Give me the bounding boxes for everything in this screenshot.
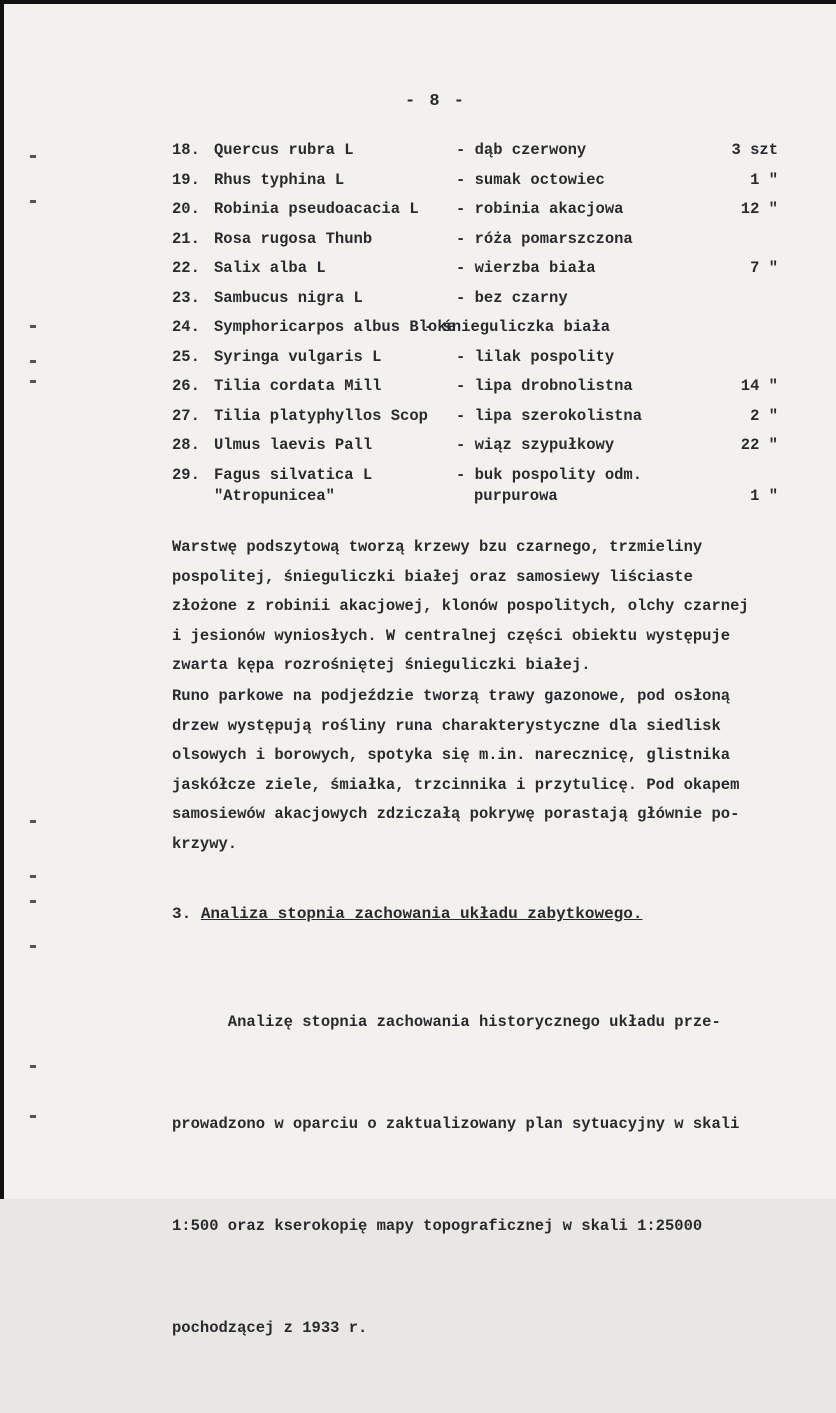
count: 14 " (740, 377, 778, 395)
margin-mark (30, 875, 36, 878)
item-number: 23. (172, 288, 200, 307)
latin-name: Symphoricarpos albus Bloke (214, 318, 456, 336)
item-number: 20. (172, 200, 200, 218)
text-line: 1:500 oraz kserokopię mapy topograficznej w skali 1:25000 (172, 1217, 703, 1235)
list-item (172, 406, 792, 436)
margin-mark (30, 1115, 36, 1118)
count: 3 szt (731, 141, 778, 159)
polish-name: - buk pospolity odm. (456, 465, 643, 484)
latin-name: Quercus rubra L (214, 141, 354, 159)
count: 7 " (750, 259, 778, 277)
margin-mark (30, 945, 36, 948)
item-number: 24. (172, 318, 200, 336)
text-line: samosiewów akacjowych zdziczałą pokrywę porastają głównie po- (172, 805, 740, 824)
text-line: pochodzącej z 1933 r. (172, 1319, 368, 1337)
polish-name: - róża pomarszczona (456, 229, 633, 248)
list-item (172, 465, 792, 513)
count: 22 " (740, 436, 778, 454)
polish-name: - sumak octowiec (456, 170, 605, 189)
item-number: 25. (172, 347, 200, 366)
text-line: krzywy. (172, 834, 238, 853)
scan-border-left (0, 0, 4, 1199)
count: 2 " (750, 406, 778, 425)
latin-name: Syringa vulgaris L (214, 347, 382, 366)
text-line: Analizę stopnia zachowania historycznego układu prze- (172, 1013, 721, 1031)
latin-name-cultivar: "Atropunicea" (214, 486, 335, 505)
polish-name: - robinia akacjowa (456, 200, 624, 218)
item-number: 28. (172, 436, 200, 454)
list-item (172, 347, 792, 377)
margin-mark (30, 325, 36, 328)
latin-name: Sambucus nigra L (214, 288, 363, 307)
list-item (172, 376, 792, 406)
margin-mark (30, 820, 36, 823)
text-line: i jesionów wyniosłych. W centralnej części obiektu występuje (172, 626, 731, 645)
margin-mark (30, 1065, 36, 1068)
item-number: 21. (172, 229, 200, 248)
paragraph-section-3 (172, 937, 812, 1413)
margin-mark (30, 200, 36, 203)
section-heading (172, 905, 642, 923)
polish-name: - śnieguliczka biała (424, 318, 611, 336)
count: 1 " (750, 170, 778, 189)
polish-name: - lilak pospolity (456, 347, 615, 366)
count: 12 " (740, 200, 778, 218)
item-number: 18. (172, 141, 200, 159)
item-number: 29. (172, 465, 200, 484)
text-line: drzew występują rośliny runa charakterystyczne dla siedlisk (172, 716, 721, 735)
paragraph-understory (172, 533, 812, 681)
item-number: 22. (172, 259, 200, 277)
polish-name: - dąb czerwony (456, 141, 587, 159)
text-line: zwarta kępa rozrośniętej śnieguliczki białej. (172, 656, 591, 675)
latin-name: Salix alba L (214, 259, 326, 277)
polish-name-continued: purpurowa (474, 486, 558, 505)
margin-mark (30, 900, 36, 903)
list-item (172, 229, 792, 259)
latin-name: Fagus silvatica L (214, 465, 373, 484)
list-item (172, 170, 792, 200)
list-item (172, 199, 792, 229)
latin-name: Rosa rugosa Thunb (214, 229, 373, 248)
species-list (172, 140, 792, 513)
latin-name: Robinia pseudoacacia L (214, 200, 419, 218)
list-item (172, 288, 792, 318)
margin-mark (30, 155, 36, 158)
text-line: jaskółcze ziele, śmiałka, trzcinnika i przytulicę. Pod okapem (172, 775, 740, 794)
item-number: 26. (172, 377, 200, 395)
text-line: pospolitej, śnieguliczki białej oraz samosiewy liściaste (172, 567, 693, 586)
polish-name: - bez czarny (456, 288, 568, 307)
list-item (172, 140, 792, 170)
list-item (172, 317, 792, 347)
text-line: olsowych i borowych, spotyka się m.in. narecznicę, glistnika (172, 746, 731, 765)
latin-name: Tilia cordata Mill (214, 377, 382, 395)
polish-name: - wierzba biała (456, 259, 596, 277)
paragraph-ground-cover (172, 682, 812, 860)
item-number: 19. (172, 170, 200, 189)
text-line: Runo parkowe na podjeździe tworzą trawy gazonowe, pod osłoną (172, 687, 731, 705)
item-number: 27. (172, 406, 200, 425)
margin-mark (30, 360, 36, 363)
scan-border-top (0, 0, 836, 4)
text-line: złożone z robinii akacjowej, klonów pospolitych, olchy czarnej (172, 597, 749, 616)
margin-mark (30, 380, 36, 383)
list-item (172, 435, 792, 465)
count: 1 " (750, 486, 778, 505)
section-title: Analiza stopnia zachowania układu zabytkowego. (200, 905, 643, 923)
text-line: prowadzono w oparciu o zaktualizowany plan sytuacyjny w skali (172, 1115, 740, 1133)
latin-name: Tilia platyphyllos Scop (214, 406, 428, 425)
text-line: Warstwę podszytową tworzą krzewy bzu czarnego, trzmieliny (172, 538, 703, 556)
polish-name: - wiąz szypułkowy (456, 436, 615, 454)
list-item (172, 258, 792, 288)
polish-name: - lipa drobnolistna (456, 377, 633, 395)
latin-name: Rhus typhina L (214, 170, 345, 189)
page-number: - 8 - (405, 92, 467, 111)
latin-name: Ulmus laevis Pall (214, 436, 373, 454)
polish-name: - lipa szerokolistna (456, 406, 643, 425)
section-number: 3. (172, 905, 192, 923)
